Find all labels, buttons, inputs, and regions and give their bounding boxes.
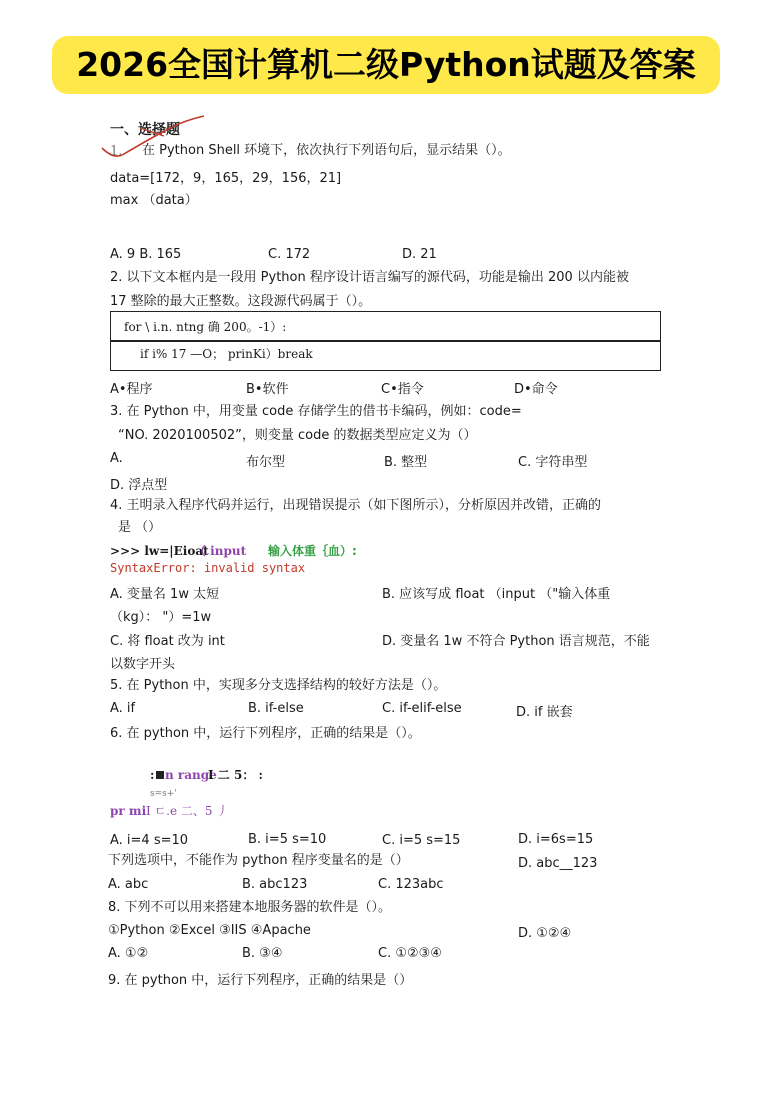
q5-option-d: D. if 嵌套 (516, 705, 573, 720)
q4-code-func: （ input (194, 544, 247, 558)
q1-code-line2: max （data） (110, 193, 198, 208)
q2-stem-line1: 2. 以下文本框内是一段用 Python 程序设计语言编写的源代码，功能是输出 200 以内能被 (110, 270, 629, 285)
q3-option-b: B. 整型 (384, 455, 428, 470)
q3-option-d: D. 浮点型 (110, 478, 168, 493)
q6-option-c: C. i=5 s=15 (382, 833, 461, 848)
q1-code-line1: data=[172，9，165，29，156，21] (110, 171, 342, 186)
q2-code-line1: for \ i.n. ntng 确 200。-1）: (124, 320, 287, 334)
q2-option-c: C•指令 (381, 382, 424, 397)
q4-stem-line1: 4. 王明录入程序代码并运行，出现错误提示（如下图所示），分析原因并改错，正确的 (110, 498, 602, 513)
q6-option-d: D. i=6s=15 (518, 832, 594, 847)
q6-code-redacted-mark (156, 771, 164, 779)
q3-option-c: C. 字符串型 (518, 455, 588, 470)
q4-option-d-line2: 以数字开头 (110, 657, 176, 672)
q4-code-rest: 输入体重｛血）: (268, 544, 357, 558)
q8-items: ①Python ②Excel ③IIS ④Apache (108, 923, 311, 938)
q4-stem-line2: 是 （） (118, 520, 162, 535)
q2-stem-line2: 17 整除的最大正整数。这段源代码属于（）。 (110, 294, 372, 309)
q8-stem: 8. 下列不可以用来搭建本地服务器的软件是（）。 (108, 900, 392, 915)
q3-stem-line2: “NO. 2020100502”，则变量 code 的数据类型应定义为（） (118, 428, 477, 443)
q4-code-prefix: >>> lw=|Eioat (110, 544, 209, 558)
q8-option-b: B. ③④ (242, 946, 283, 961)
q6-code-line3-rest: I ㄷ.e 二、5 丿 (146, 804, 229, 818)
q3-option-a-text: 布尔型 (246, 455, 286, 470)
q2-option-a: A•程序 (110, 382, 153, 397)
q9-stem: 9. 在 python 中，运行下列程序，正确的结果是（） (108, 973, 413, 988)
section-heading: 一、选择题 (110, 122, 180, 138)
q7-option-c: C. 123abc (378, 877, 444, 892)
q1-number: 1. (110, 144, 123, 159)
q1-option-ab: A. 9 B. 165 (110, 247, 182, 262)
q5-option-c: C. if-elif-else (382, 701, 462, 716)
q8-option-c: C. ①②③④ (378, 946, 442, 961)
q7-option-d: D. abc__123 (518, 856, 598, 871)
q1-option-d: D. 21 (402, 247, 437, 262)
q8-option-d: D. ①②④ (518, 926, 572, 941)
q6-code-line1-prefix: : (150, 768, 155, 782)
q8-option-a: A. ①② (108, 946, 149, 961)
q1-stem: 在 Python Shell 环境下，依次执行下列语句后，显示结果（）。 (142, 143, 511, 158)
q6-code-line1-suffix: I 二 5： : (208, 768, 263, 782)
q6-code-line1-keyword: n range (165, 768, 217, 782)
q6-option-b: B. i=5 s=10 (248, 832, 327, 847)
q5-option-b: B. if-else (248, 701, 304, 716)
q4-option-d-line1: D. 变量名 1w 不符合 Python 语言规范，不能 (382, 634, 650, 649)
q1-option-c: C. 172 (268, 247, 311, 262)
q3-option-a: A. (110, 451, 123, 466)
q6-stem: 6. 在 python 中，运行下列程序，正确的结果是（）。 (110, 726, 421, 741)
q4-option-b-line2: （kg）： "）=1w (110, 610, 212, 625)
q4-option-b-line1: B. 应该写成 float （input （"输入体重 (382, 587, 611, 602)
q6-code-line3-keyword: pr mi (110, 804, 147, 818)
q5-option-a: A. if (110, 701, 136, 716)
q7-option-a: A. abc (108, 877, 149, 892)
q4-error-message: SyntaxError: invalid syntax (110, 561, 306, 575)
q6-option-a: A. i=4 s=10 (110, 833, 189, 848)
q7-stem: 下列选项中，不能作为 python 程序变量名的是（） (108, 853, 409, 868)
page-title: 2026全国计算机二级Python试题及答案 (76, 45, 696, 84)
q5-stem: 5. 在 Python 中，实现多分支选择结构的较好方法是（）。 (110, 678, 447, 693)
q7-option-b: B. abc123 (242, 877, 308, 892)
q2-code-line2: if i% 17 —O； prinKi）break (140, 347, 313, 361)
q6-code-line2: s=s+' (150, 789, 177, 799)
q4-option-a: A. 变量名 1w 太短 (110, 587, 220, 602)
q3-stem-line1: 3. 在 Python 中，用变量 code 存储学生的借书卡编码，例如：code= (110, 404, 522, 419)
q4-option-c: C. 将 float 改为 int (110, 634, 225, 649)
title-banner (52, 36, 720, 94)
q2-option-b: B•软件 (246, 382, 289, 397)
q2-option-d: D•命令 (514, 382, 558, 397)
